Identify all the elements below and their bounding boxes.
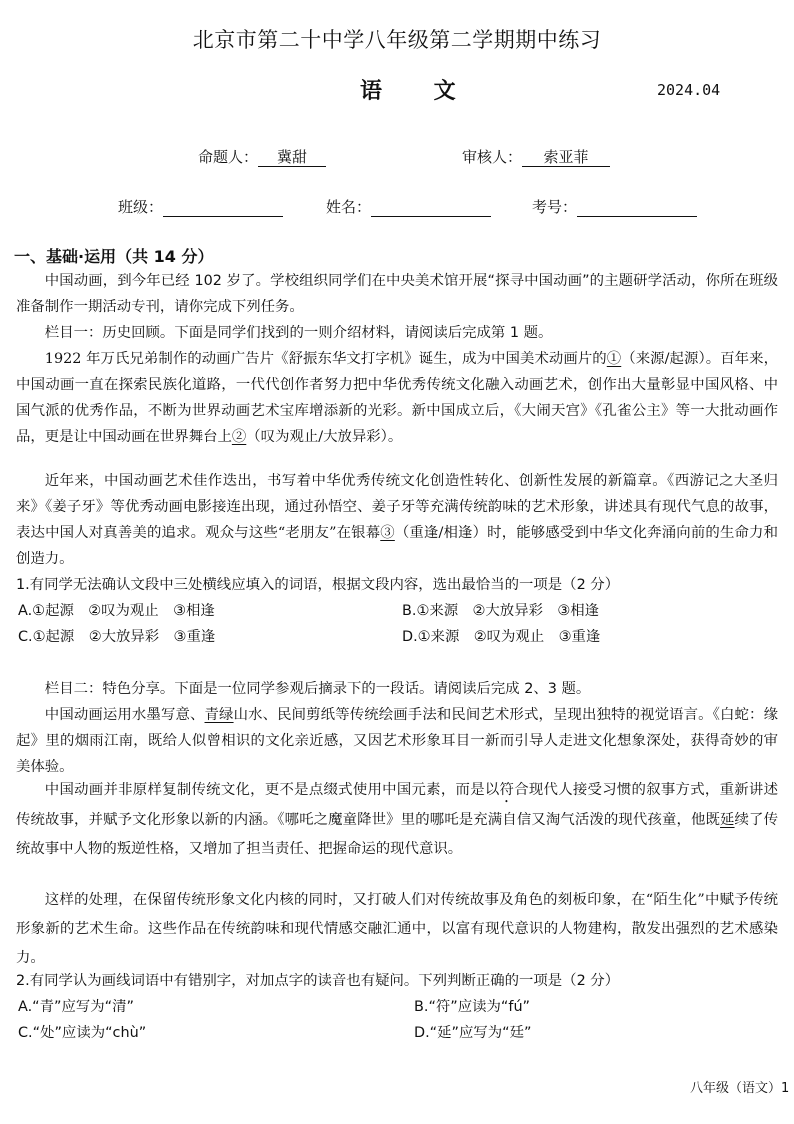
question-2: 2.有同学认为画线词语中有错别字，对加点字的读音也有疑问。下列判断正确的一项是（2 分） — [16, 973, 620, 989]
passage1-text-b: （来源/起源）。百年来，中国动画一直在探索民族化道路，一代代创作者努力把中华优秀传统文化融入动画艺术，创作出大量彰显中国风格、中国气派的优秀作品，不断为世界动画艺术宝库增添新的光彩。新中国成立后，《大闹天宫》《孔雀公主》等一大批动画作品，更是让中国动画在世界舞台上 — [16, 351, 778, 445]
passage-paragraph-3 — [16, 702, 778, 780]
passage1-text-a: 1922 年万氏兄弟制作的动画广告片《舒振东华文打字机》诞生，成为中国美术动画片的 — [44, 351, 607, 367]
blank-mark-3: ③ — [380, 525, 395, 541]
q2-option-d[interactable]: D.“延”应写为“廷” — [414, 1025, 532, 1041]
passage-paragraph-1 — [16, 346, 778, 450]
column1-intro: 栏目一：历史回顾。下面是同学们找到的一则介绍材料，请阅读后完成第 1 题。 — [44, 325, 553, 341]
q2-option-a[interactable]: A.“青”应写为“清” — [18, 999, 134, 1015]
passage-paragraph-2 — [16, 468, 778, 572]
reviewer-line — [462, 146, 610, 167]
underlined-word-yan: 延 — [720, 812, 735, 828]
passage3-text-a: 中国动画运用水墨写意、 — [44, 707, 205, 723]
q1-option-a[interactable]: A.①起源 ②叹为观止 ③相逢 — [18, 603, 215, 619]
passage3-text-b: 山水、民间剪纸等传统绘画手法和民间艺术形式，呈现出独特的视觉语言。《白蛇：缘起》里的烟雨江南，既给人似曾相识的文化亲近感，又因艺术形象耳目一新而引导人走进文化想象深处，获得奇妙的审美体验。 — [16, 707, 778, 775]
dotted-char-fu: 符 — [499, 782, 515, 798]
passage-paragraph-5: 这样的处理，在保留传统形象文化内核的同时，又打破人们对传统故事及角色的刻板印象，在“陌生化”中赋予传统形象新的艺术生命。这些作品在传统韵味和现代情感交融汇通中，以富有现代意识的人物建构，散发出强烈的艺术感染力。 — [16, 892, 778, 966]
setter-line — [198, 146, 326, 167]
passage1-text-c: （叹为观止/大放异彩）。 — [246, 429, 403, 445]
q1-option-b[interactable]: B.①来源 ②大放异彩 ③相逢 — [402, 603, 600, 619]
column2-intro: 栏目二：特色分享。下面是一位同学参观后摘录下的一段话。请阅读后完成 2、3 题。 — [44, 681, 591, 697]
name-blank[interactable] — [371, 200, 491, 217]
class-label: 班级： — [118, 198, 164, 216]
name-field[interactable] — [326, 196, 491, 217]
setter-name: 冀甜 — [258, 148, 326, 167]
exam-date: 2024.04 — [657, 81, 721, 99]
intro-paragraph: 中国动画，到今年已经 102 岁了。学校组织同学们在中央美术馆开展“探寻中国动画”的主题研学活动，你所在班级准备制作一期活动专刊，请你完成下列任务。 — [16, 273, 778, 315]
passage4-text-b: 合现代人接受习惯的叙事方式，重新讲述传统故事，并赋予文化形象以新的内涵。《哪吒之魔童降世》里的哪吒是充满自信又淘气活泼的现代孩童，他既 — [16, 782, 778, 828]
reviewer-name: 索亚菲 — [522, 148, 610, 167]
exam-number-field[interactable] — [532, 196, 697, 217]
name-label: 姓名： — [326, 198, 372, 216]
exam-number-label: 考号： — [532, 198, 578, 216]
blank-mark-1: ① — [606, 351, 622, 367]
reviewer-label: 审核人： — [462, 148, 523, 166]
q1-option-c[interactable]: C.①起源 ②大放异彩 ③重逢 — [18, 629, 216, 645]
class-blank[interactable] — [163, 200, 283, 217]
passage4-text-c: 续了传统故事中人物的叛逆性格，又增加了担当责任、把握命运的现代意识。 — [16, 812, 778, 857]
q1-option-d[interactable]: D.①来源 ②叹为观止 ③重逢 — [402, 629, 601, 645]
subject-title: 语 文 — [360, 78, 478, 104]
section-title: 一、基础·运用（共 14 分） — [14, 247, 214, 266]
underlined-word-qinglv: 青绿 — [204, 707, 234, 723]
setter-label: 命题人： — [198, 148, 259, 166]
passage2-text-a: 近年来，中国动画艺术佳作迭出，书写着中华优秀传统文化创造性转化、创新性发展的新篇章。《西游记之大圣归来》《姜子牙》等优秀动画电影接连出现，通过孙悟空、姜子牙等充满传统韵味的艺术形象，讲述具有现代气息的故事，表达中国人对真善美的追求。观众与这些“老朋友”在银幕 — [16, 473, 778, 541]
q2-option-c[interactable]: C.“处”应读为“chù” — [18, 1025, 147, 1041]
blank-mark-2: ② — [231, 429, 247, 445]
exam-title: 北京市第二十中学八年级第二学期期中练习 — [192, 28, 602, 52]
q2-option-b[interactable]: B.“符”应读为“fú” — [414, 999, 531, 1015]
page-footer: 八年级（语文）1 — [690, 1081, 790, 1096]
question-1: 1.有同学无法确认文段中三处横线应填入的词语，根据文段内容，选出最恰当的一项是（2 分） — [16, 577, 620, 593]
passage2-text-b: （重逢/相逢）时，能够感受到中华文化奔涌向前的生命力和创造力。 — [16, 525, 778, 567]
exam-number-blank[interactable] — [577, 200, 697, 217]
class-field[interactable] — [118, 196, 283, 217]
passage-paragraph-4 — [16, 776, 778, 864]
passage4-text-a: 中国动画并非原样复制传统文化，更不是点缀式使用中国元素，而是以 — [44, 782, 500, 798]
